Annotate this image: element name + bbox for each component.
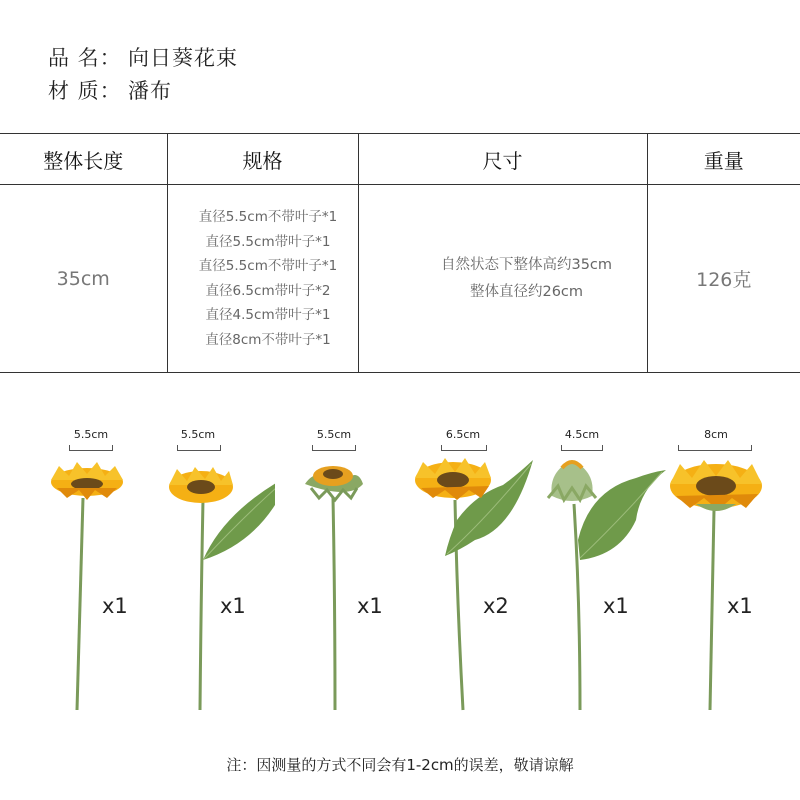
sunflower-image [25, 420, 155, 720]
product-name-value: 向日葵花束 [128, 46, 238, 70]
spec-item: 直径5.5cm不带叶子*1 [198, 258, 338, 274]
sunflower-bud-image [275, 420, 405, 720]
spec-table-row [0, 185, 800, 373]
length-value: 35cm [0, 185, 167, 373]
material-label: 材 质： [48, 79, 122, 103]
flower-item [540, 420, 670, 720]
flower-item [275, 420, 405, 720]
measurement-note: 注：因测量的方式不同会有1-2cm的误差，敬请谅解 [226, 756, 574, 774]
product-name-row [48, 42, 238, 72]
flower-item [145, 420, 275, 720]
flower-quantity: x1 [220, 594, 246, 618]
flower-item [25, 420, 155, 720]
flower-quantity: x2 [483, 594, 509, 618]
spec-list [167, 185, 358, 373]
flower-quantity: x1 [102, 594, 128, 618]
spec-item: 直径4.5cm带叶子*1 [205, 307, 331, 323]
flower-dimension: 5.5cm [180, 428, 216, 441]
header-length: 整体长度 [0, 134, 167, 185]
flower-quantity: x1 [357, 594, 383, 618]
product-name-label: 品 名： [48, 46, 122, 70]
sunflower-bud-image [540, 420, 670, 720]
sunflower-image [145, 420, 275, 720]
flower-dimension: 8cm [704, 428, 728, 441]
sunflower-image [670, 420, 800, 720]
flower-dimension: 5.5cm [73, 428, 109, 441]
size-cell [358, 185, 647, 373]
spec-item: 直径6.5cm带叶子*2 [205, 282, 331, 299]
material-value: 潘布 [128, 79, 172, 103]
header-spec: 规格 [167, 134, 358, 185]
flower-item [670, 420, 800, 720]
size-height: 自然状态下整体高约35cm [440, 256, 613, 273]
flower-dimension: 4.5cm [564, 428, 600, 441]
flower-quantity: x1 [727, 594, 753, 618]
header-weight: 重量 [647, 134, 800, 185]
spec-item: 直径8cm不带叶子*1 [205, 331, 331, 348]
spec-table [0, 133, 800, 373]
weight-value: 126克 [647, 185, 800, 373]
spec-item: 直径5.5cm带叶子*1 [205, 233, 331, 250]
sunflower-image [405, 420, 535, 720]
header-size: 尺寸 [358, 134, 647, 185]
flower-item [405, 420, 535, 720]
flower-quantity: x1 [603, 594, 629, 618]
material-row [48, 75, 172, 105]
flower-lineup [0, 420, 800, 720]
size-diameter: 整体直径约26cm [469, 283, 584, 300]
spec-table-header-row [0, 134, 800, 185]
flower-dimension: 6.5cm [445, 428, 481, 441]
flower-dimension: 5.5cm [316, 428, 352, 441]
spec-item: 直径5.5cm不带叶子*1 [198, 209, 338, 225]
